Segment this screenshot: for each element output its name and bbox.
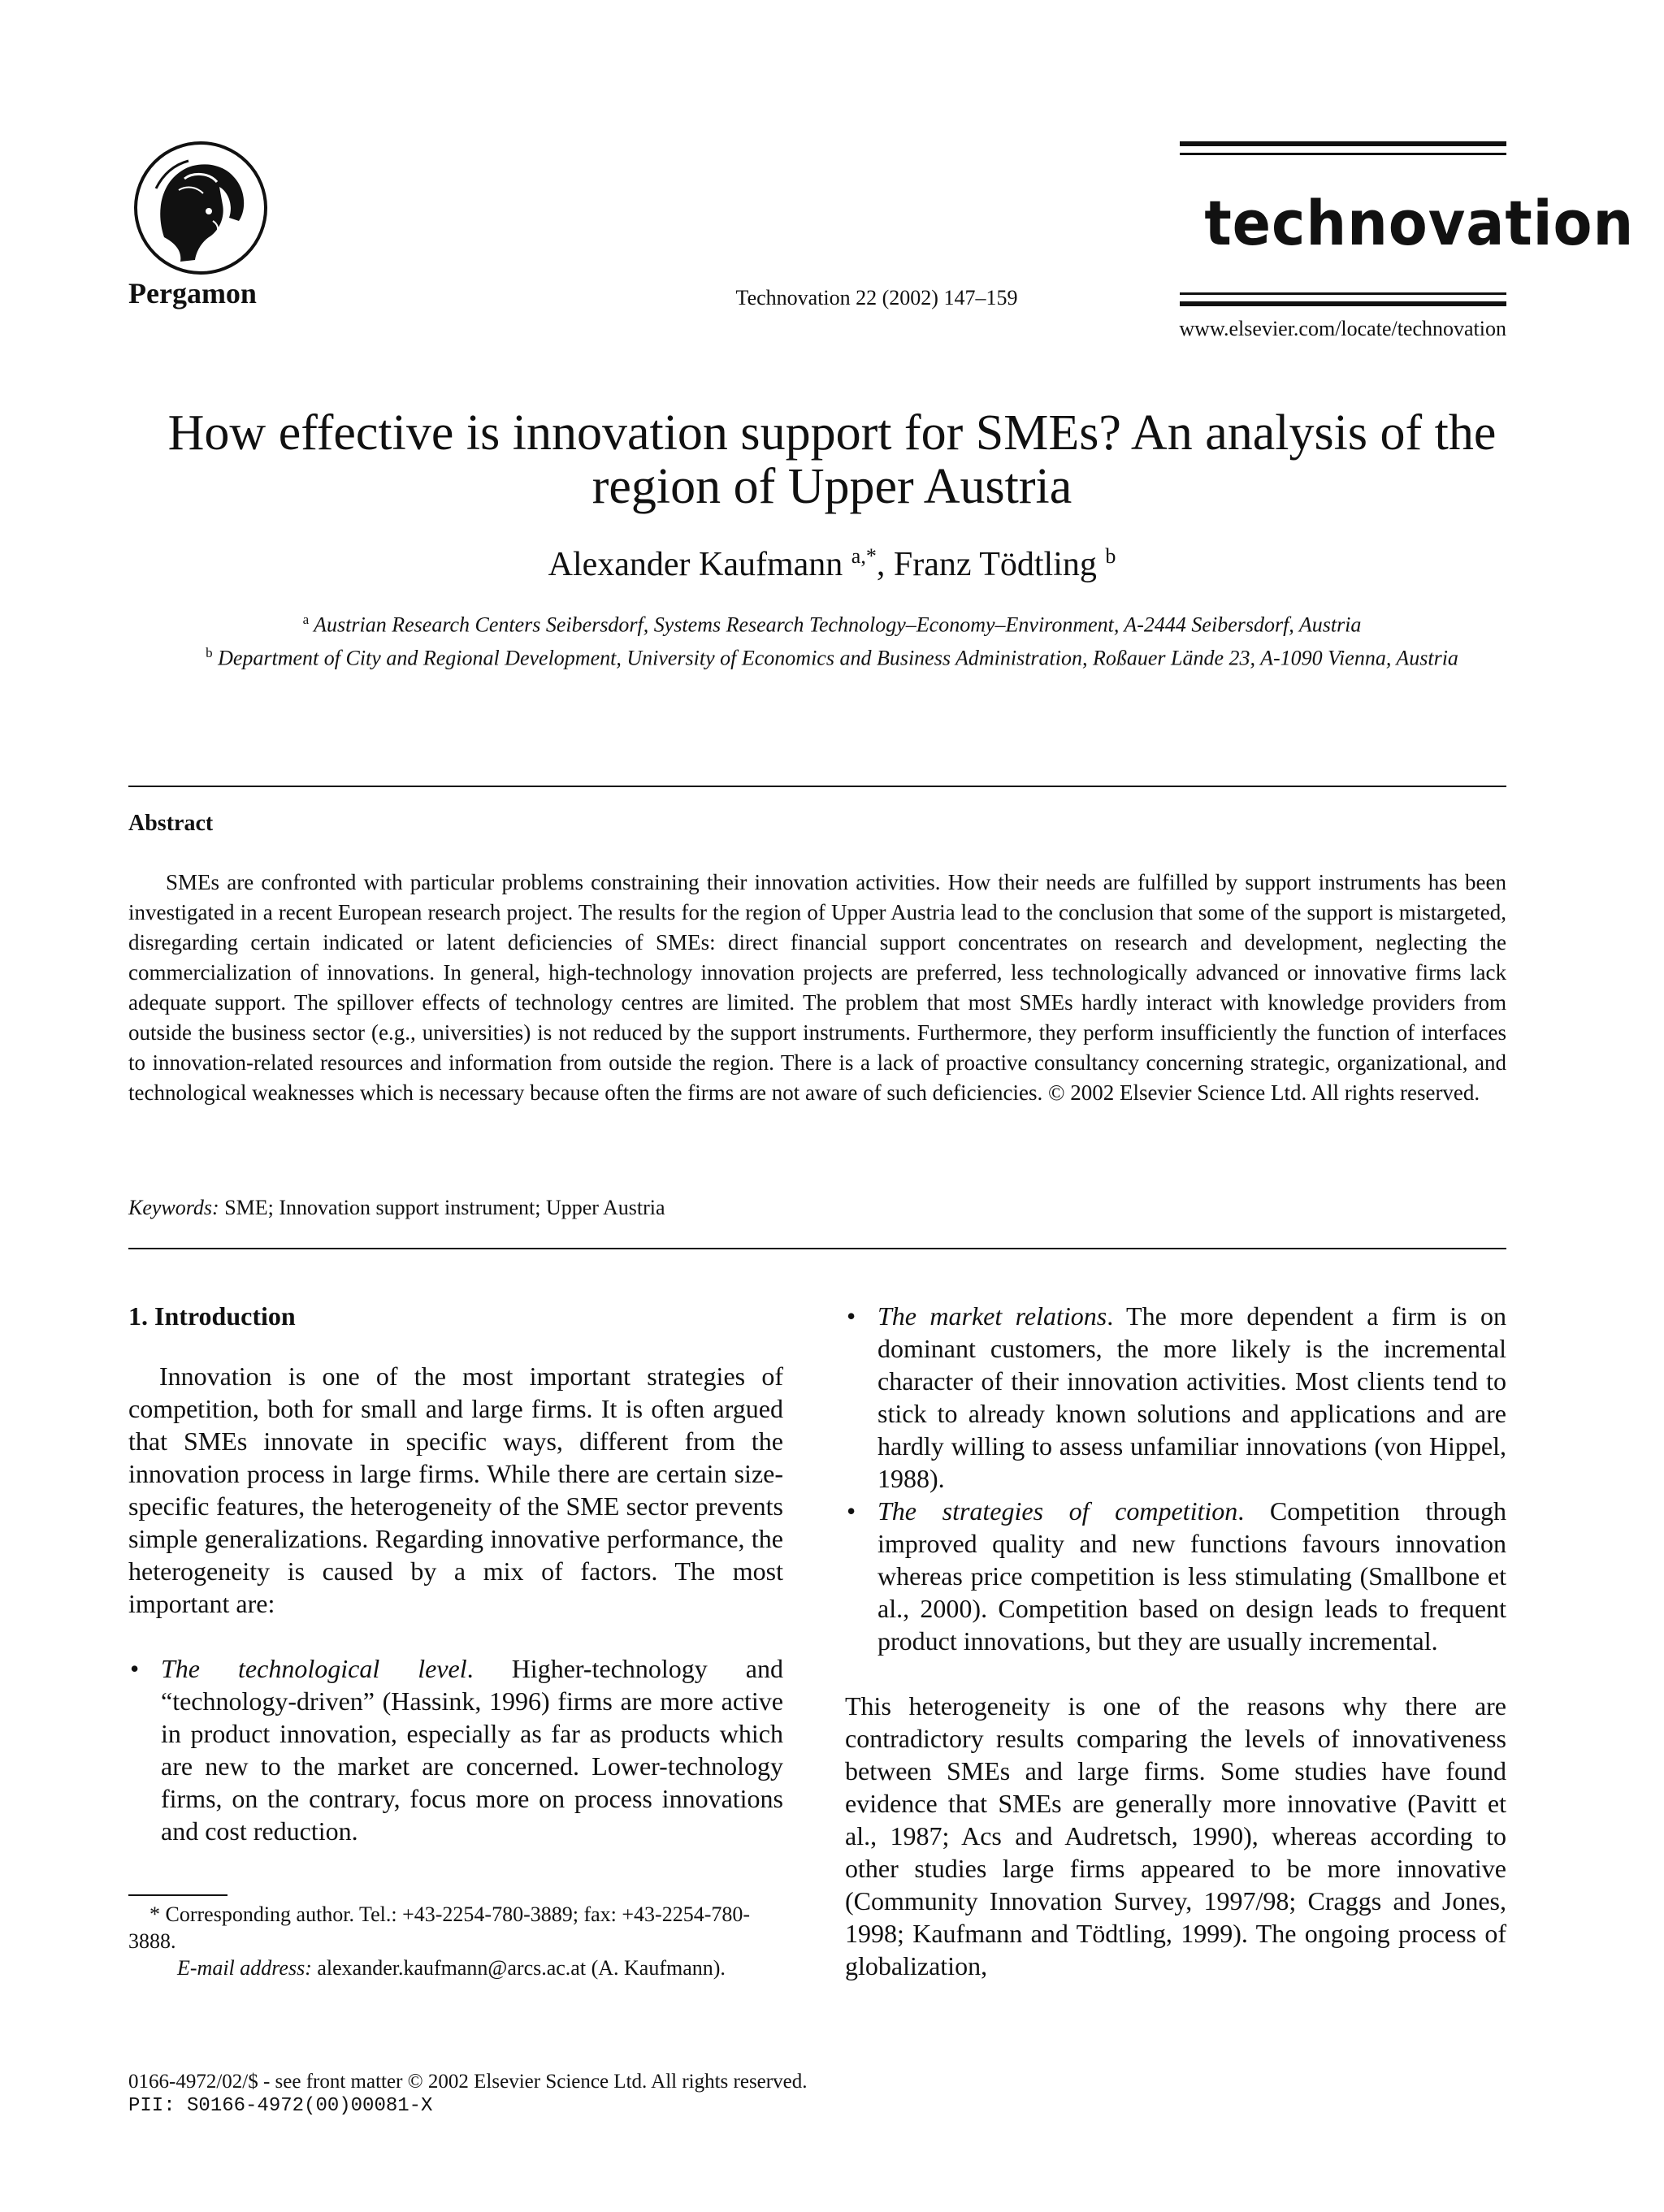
bullet-list: [845, 1300, 1506, 1657]
bullet-term: The technological level: [161, 1654, 467, 1683]
keywords-label: Keywords:: [128, 1196, 219, 1219]
bullet-item: [128, 1652, 783, 1847]
author-name: Franz Tödtling: [893, 546, 1097, 583]
issn-line: 0166-4972/02/$ - see front matter © 2002 Elsevier Science Ltd. All rights reserved.: [128, 2071, 808, 2093]
author-name: Alexander Kaufmann: [548, 546, 843, 583]
email-suffix: (A. Kaufmann).: [591, 1956, 726, 1980]
journal-masthead-rules-top: [1180, 141, 1506, 162]
affiliation-list: [179, 606, 1485, 672]
bullet-term: The strategies of competition: [878, 1496, 1238, 1526]
abstract-top-rule: [128, 786, 1506, 787]
author-affiliation-mark: b: [1105, 544, 1116, 568]
keywords: [128, 1196, 665, 1220]
author-list: [98, 544, 1566, 584]
affiliation-text: Austrian Research Centers Seibersdorf, Systems Research Technology–Economy–Environment, A-2444 Seibersdorf, Austria: [314, 613, 1362, 637]
affiliation-text: Department of City and Regional Development, University of Economics and Business Administration, Roßauer Lände 23, A-1090 Vienna, Austria: [218, 646, 1458, 670]
journal-masthead: technovation: [1204, 187, 1635, 259]
abstract-body: SMEs are confronted with particular problems constraining their innovation activities. How their needs are fulfilled by support instruments has been investigated in a recent European research project. The results for the region of Upper Austria lead to the conclusion that some of the support is mistargeted, disregarding certain indicated or latent deficiencies of SMEs: direct financial support concentrates on research and development, neglecting the commercialization of innovations. In general, high-technology innovation projects are preferred, less technologically advanced or innovative firms lack adequate support. The spillover effects of technology centres are limited. The problem that most SMEs hardly interact with knowledge providers from outside the business sector (e.g., universities) is not reduced by the support instruments. Furthermore, they perform insufficiently the function of interfaces to innovation-related resources and information from outside the region. There is a lack of proactive consultancy concerning strategic, organizational, and technological weaknesses which is necessary because often the firms are not aware of such deficiencies. © 2002 Elsevier Science Ltd. All rights reserved.: [128, 870, 1506, 1105]
right-column: [845, 1300, 1506, 1982]
affiliation: [179, 606, 1485, 639]
keywords-list: SME; Innovation support instrument; Upper Austria: [224, 1196, 665, 1219]
body-paragraph: Innovation is one of the most important strategies of competition, both for small and large firms. It is often argued that SMEs innovate in specific ways, different from the innovation process in large firms. While there are certain size-specific features, the heterogeneity of the SME sector prevents simple generalizations. Regarding innovative performance, the heterogeneity is caused by a mix of factors. The most important are:: [128, 1361, 783, 1618]
athena-head-icon: [132, 140, 270, 276]
masthead-rule: [1180, 292, 1506, 295]
author-separator: ,: [876, 546, 894, 583]
publisher-name: Pergamon: [128, 277, 257, 310]
abstract-bottom-rule: [128, 1248, 1506, 1249]
bullet-marker: •: [847, 1301, 856, 1331]
bullet-item: [845, 1300, 1506, 1495]
footnote-rule: [128, 1894, 228, 1896]
pii-line: PII: S0166-4972(00)00081-X: [128, 2095, 433, 2117]
article-title: How effective is innovation support for SMEs? An analysis of the region of Upper Austria: [167, 405, 1497, 514]
abstract-heading: Abstract: [128, 811, 214, 836]
journal-url-link[interactable]: www.elsevier.com/locate/technovation: [1179, 317, 1506, 340]
bullet-text: . Higher-technology and “technology-driven” (Hassink, 1996) firms are more active in product innovation, especially as far as products which are new to the market are concerned. Lower-technology firms, on the contrary, focus more on process innovations and cost reduction.: [161, 1654, 784, 1846]
email-link[interactable]: alexander.kaufmann@arcs.ac.at: [317, 1956, 587, 1980]
affiliation-mark: b: [206, 644, 213, 660]
bullet-marker: •: [847, 1496, 856, 1526]
bullet-marker: •: [130, 1654, 140, 1683]
masthead-rule: [1180, 301, 1506, 306]
bullet-item: [845, 1495, 1506, 1657]
section-heading: 1. Introduction: [128, 1301, 296, 1331]
front-matter-info: [128, 2070, 807, 2119]
bullet-term: The market relations: [878, 1301, 1107, 1331]
email-label: E-mail address:: [177, 1956, 312, 1980]
journal-citation: Technovation 22 (2002) 147–159: [735, 286, 1018, 310]
author-affiliation-mark: a,*: [851, 544, 877, 568]
footnote-email-line: [128, 1954, 783, 1981]
journal-masthead-rules-bottom: [1180, 292, 1506, 313]
left-column: [128, 1300, 783, 1847]
bullet-text: . Competition through improved quality and new functions favours innovation whereas price competition is less stimulating (Smallbone et al., 2000). Competition based on design leads to frequent product innovations, but they are usually incremental.: [878, 1496, 1506, 1656]
affiliation-mark: a: [302, 612, 310, 627]
bullet-text: . The more dependent a firm is on dominant customers, the more likely is the incremental character of their innovation activities. Most clients tend to stick to already known solutions and applications and are hardly willing to assess unfamiliar innovations (von Hippel, 1988).: [878, 1301, 1507, 1493]
body-paragraph: This heterogeneity is one of the reasons why there are contradictory results comparing the levels of innovativeness between SMEs and large firms. Some studies have found evidence that SMEs are generally more innovative (Pavitt et al., 1987; Acs and Audretsch, 1990), whereas according to other studies large firms appeared to be more innovative (Community Innovation Survey, 1997/98; Craggs and Jones, 1998; Kaufmann and Tödtling, 1999). The ongoing process of globalization,: [845, 1691, 1506, 1980]
footnote-text: * Corresponding author. Tel.: +43-2254-780-3889; fax: +43-2254-780-3888.: [128, 1902, 751, 1953]
masthead-rule: [1180, 141, 1506, 146]
bullet-list: [128, 1652, 783, 1847]
footnote: [128, 1901, 783, 1981]
affiliation: [179, 639, 1485, 673]
masthead-rule: [1180, 153, 1506, 155]
